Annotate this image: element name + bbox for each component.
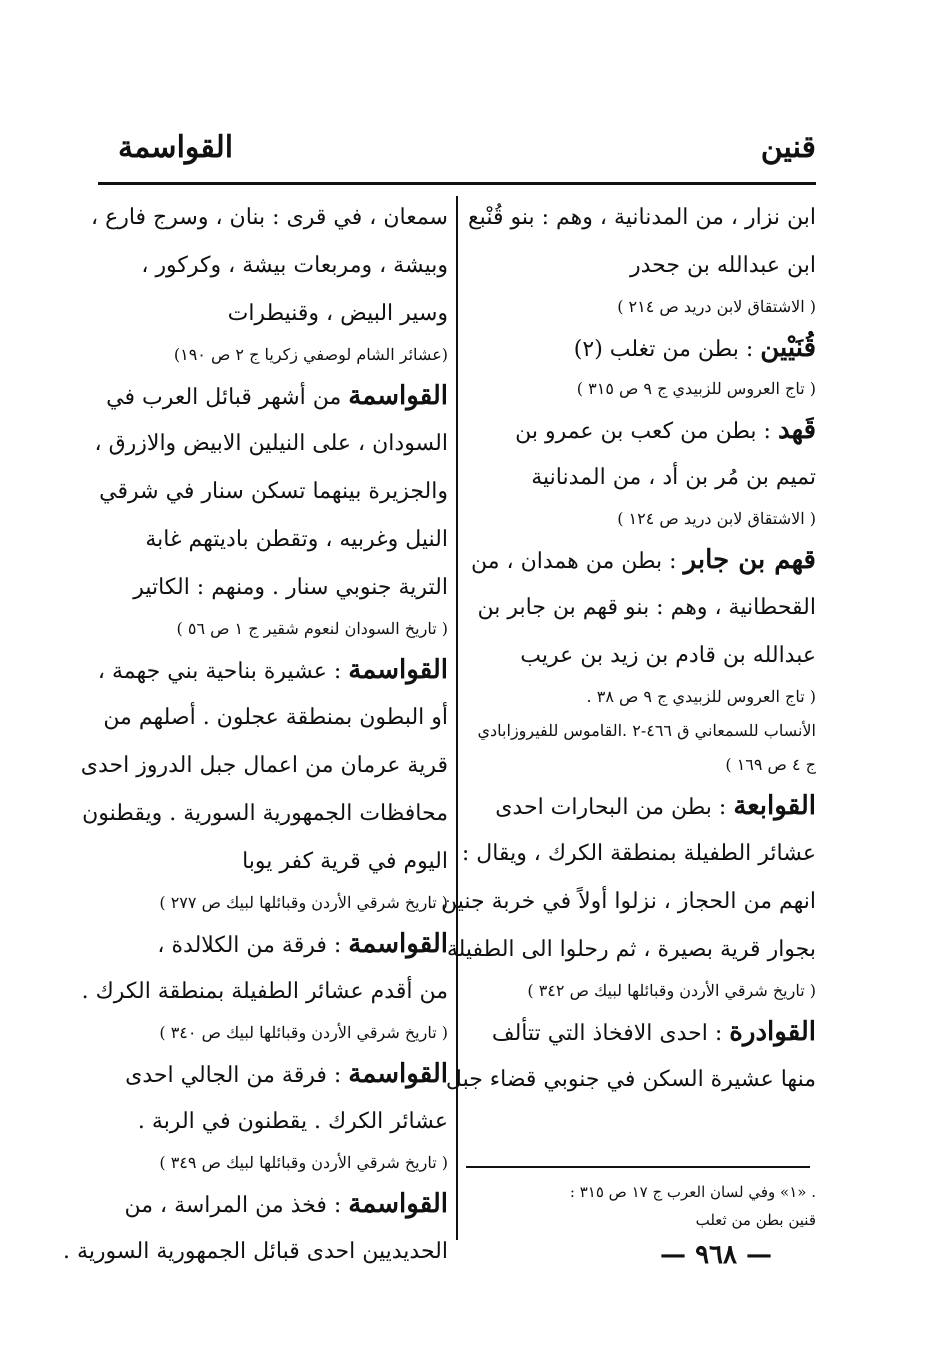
text-line — [466, 194, 816, 242]
entry-text: من أقدم عشائر الطفيلة بمنطقة الكرك . — [81, 979, 448, 1004]
entry-text: ( تاج العروس للزبيدي ج ٩ ص ٣١٥ ) — [576, 379, 816, 398]
source-citation — [466, 974, 816, 1008]
entry-text: ( تاج العروس للزبيدي ج ٩ ص ٣٨ . — [586, 687, 816, 706]
text-line — [91, 194, 448, 242]
entry-text: السودان ، على النيلين الابيض والازرق ، — [94, 431, 448, 456]
text-line — [63, 1228, 448, 1276]
entry-term: قهم بن جابر — [683, 545, 816, 575]
entry-text: : بطن من همدان ، من — [470, 549, 684, 574]
text-line — [81, 968, 448, 1016]
text-line — [427, 878, 816, 926]
text-line — [466, 324, 816, 372]
entry-text: عبدالله بن قادم بن زيد بن عريب — [520, 643, 816, 668]
source-citation — [466, 372, 816, 406]
entry-term: قُنَيْين — [760, 333, 816, 363]
text-line — [98, 920, 448, 968]
entry-text: : فرقة من الكلالدة ، — [157, 933, 349, 958]
text-line — [98, 694, 448, 742]
text-line — [98, 838, 448, 886]
source-citation — [466, 680, 816, 714]
entry-text: : بطن من كعب بن عمرو بن — [515, 419, 778, 444]
running-head-left: القواسمة — [118, 130, 234, 165]
entry-text: : فخذ من المراسة ، من — [124, 1193, 349, 1218]
source-citation — [98, 1146, 448, 1180]
text-line — [98, 516, 448, 564]
entry-text: عشائر الطفيلة بمنطقة الكرك ، ويقال : — [461, 841, 816, 866]
source-citation — [466, 714, 816, 748]
entry-text: ( تاريخ شرقي الأردن وقبائلها لبيك ص ٢٧٧ ) — [159, 893, 448, 912]
entry-text: تميم بن مُر بن أد ، من المدنانية — [531, 465, 816, 490]
text-line — [466, 406, 816, 454]
text-line — [98, 646, 448, 694]
source-citation — [98, 1016, 448, 1050]
entry-text: منها عشيرة السكن في جنوبي قضاء جبل — [445, 1067, 816, 1092]
text-line — [98, 468, 448, 516]
entry-text: عشائر الكرك . يقطنون في الربة . — [137, 1109, 448, 1134]
entry-text: ج ٤ ص ١٦٩ ) — [725, 755, 816, 774]
footnote-line: قنين بطن من ثعلب — [695, 1211, 816, 1229]
text-line — [466, 584, 816, 632]
entry-text: من أشهر قبائل العرب في — [106, 385, 349, 410]
entry-text: ( الاشتقاق لابن دريد ص ٢١٤ ) — [617, 297, 816, 316]
text-line — [98, 372, 448, 420]
entry-text: ( تاريخ شرقي الأردن وقبائلها لبيك ص ٣٤٢ ) — [527, 981, 816, 1000]
entry-text: قرية عرمان من اعمال جبل الدروز احدى — [80, 753, 448, 778]
entry-text: أو البطون بمنطقة عجلون . أصلهم من — [103, 705, 448, 730]
source-citation — [466, 290, 816, 324]
footnote — [466, 1178, 816, 1234]
entry-term: القواسمة — [348, 381, 448, 411]
entry-term: القواسمة — [348, 1059, 448, 1089]
entry-term: القواسمة — [348, 929, 448, 959]
source-citation — [98, 612, 448, 646]
text-line — [446, 926, 816, 974]
text-line — [94, 420, 448, 468]
entry-text: سمعان ، في قرى : بنان ، وسرج فارع ، — [91, 205, 448, 230]
text-line — [80, 742, 448, 790]
entry-text: ( تاريخ شرقي الأردن وقبائلها لبيك ص ٣٤٩ ) — [159, 1153, 448, 1172]
running-head-right: قنين — [760, 130, 816, 165]
entry-text: : عشيرة بناحية بني جهمة ، — [97, 659, 349, 684]
entry-text: (عشائر الشام لوصفي زكريا ج ٢ ص ١٩٠) — [173, 345, 448, 364]
entry-text: : فرقة من الجالي احدى — [125, 1063, 349, 1088]
text-line — [98, 1050, 448, 1098]
entry-term: القواسمة — [348, 1189, 448, 1219]
text-line — [466, 536, 816, 584]
source-citation — [466, 502, 816, 536]
entry-text: انهم من الحجاز ، نزلوا أولاً في خربة جنين . — [427, 889, 816, 914]
entry-text: الحديديين احدى قبائل الجمهورية السورية . — [63, 1239, 448, 1264]
entry-term: قَهد — [777, 415, 816, 445]
right-column — [427, 194, 816, 1104]
text-line — [466, 632, 816, 680]
entry-text: محافظات الجمهورية السورية . ويقطنون — [82, 801, 448, 826]
text-line — [466, 454, 816, 502]
entry-text: : بطن من تغلب (٢) — [573, 337, 761, 362]
entry-text: بجوار قرية بصيرة ، ثم رحلوا الى الطفيلة — [446, 937, 816, 962]
text-line — [98, 564, 448, 612]
entry-text: وسير البيض ، وقنيطرات — [227, 301, 448, 326]
page-number: — ٩٦٨ — — [660, 1240, 773, 1270]
entry-term: القوادرة — [729, 1017, 816, 1047]
text-line — [98, 1180, 448, 1228]
text-line — [98, 1098, 448, 1146]
footnote-line: . «١» وفي لسان العرب ج ١٧ ص ٣١٥ : — [569, 1183, 816, 1201]
footnote-rule — [466, 1166, 810, 1168]
text-line — [466, 242, 816, 290]
source-citation — [98, 338, 448, 372]
header-rule — [98, 182, 816, 185]
text-line — [461, 830, 816, 878]
text-line — [466, 1008, 816, 1056]
entry-text: اليوم في قرية كفر يوبا — [242, 849, 448, 874]
entry-text: ( الاشتقاق لابن دريد ص ١٢٤ ) — [617, 509, 816, 528]
entry-text: ابن عبدالله بن جحدر — [629, 253, 816, 278]
entry-text: الأنساب للسمعاني ق ٤٦٦-٢ .القاموس للفيروزابادي — [477, 721, 816, 740]
entry-term: القواسمة — [348, 655, 448, 685]
source-citation — [466, 748, 816, 782]
text-line — [98, 242, 448, 290]
source-citation — [98, 886, 448, 920]
text-line — [82, 790, 448, 838]
entry-term: القوابعة — [733, 791, 816, 821]
entry-text: ابن نزار ، من المدنانية ، وهم : بنو قُنْبع — [467, 205, 816, 230]
text-line — [98, 290, 448, 338]
entry-text: الترية جنوبي سنار . ومنهم : الكاتير — [133, 575, 448, 600]
entry-text: ( تاريخ شرقي الأردن وقبائلها لبيك ص ٣٤٠ ) — [159, 1023, 448, 1042]
text-line — [445, 1056, 816, 1104]
entry-text: والجزيرة بينهما تسكن سنار في شرقي — [99, 479, 448, 504]
entry-text: ( تاريخ السودان لنعوم شقير ج ١ ص ٥٦ ) — [176, 619, 448, 638]
left-column — [63, 194, 448, 1276]
entry-text: وبيشة ، ومربعات بيشة ، وكركور ، — [141, 253, 448, 278]
entry-text: القحطانية ، وهم : بنو قهم بن جابر بن — [477, 595, 816, 620]
entry-text: النيل وغربيه ، وتقطن باديتهم غابة — [145, 527, 448, 552]
entry-text: : بطن من البحارات احدى — [495, 795, 734, 820]
entry-text: : احدى الافخاذ التي تتألف — [491, 1021, 730, 1046]
text-line — [466, 782, 816, 830]
